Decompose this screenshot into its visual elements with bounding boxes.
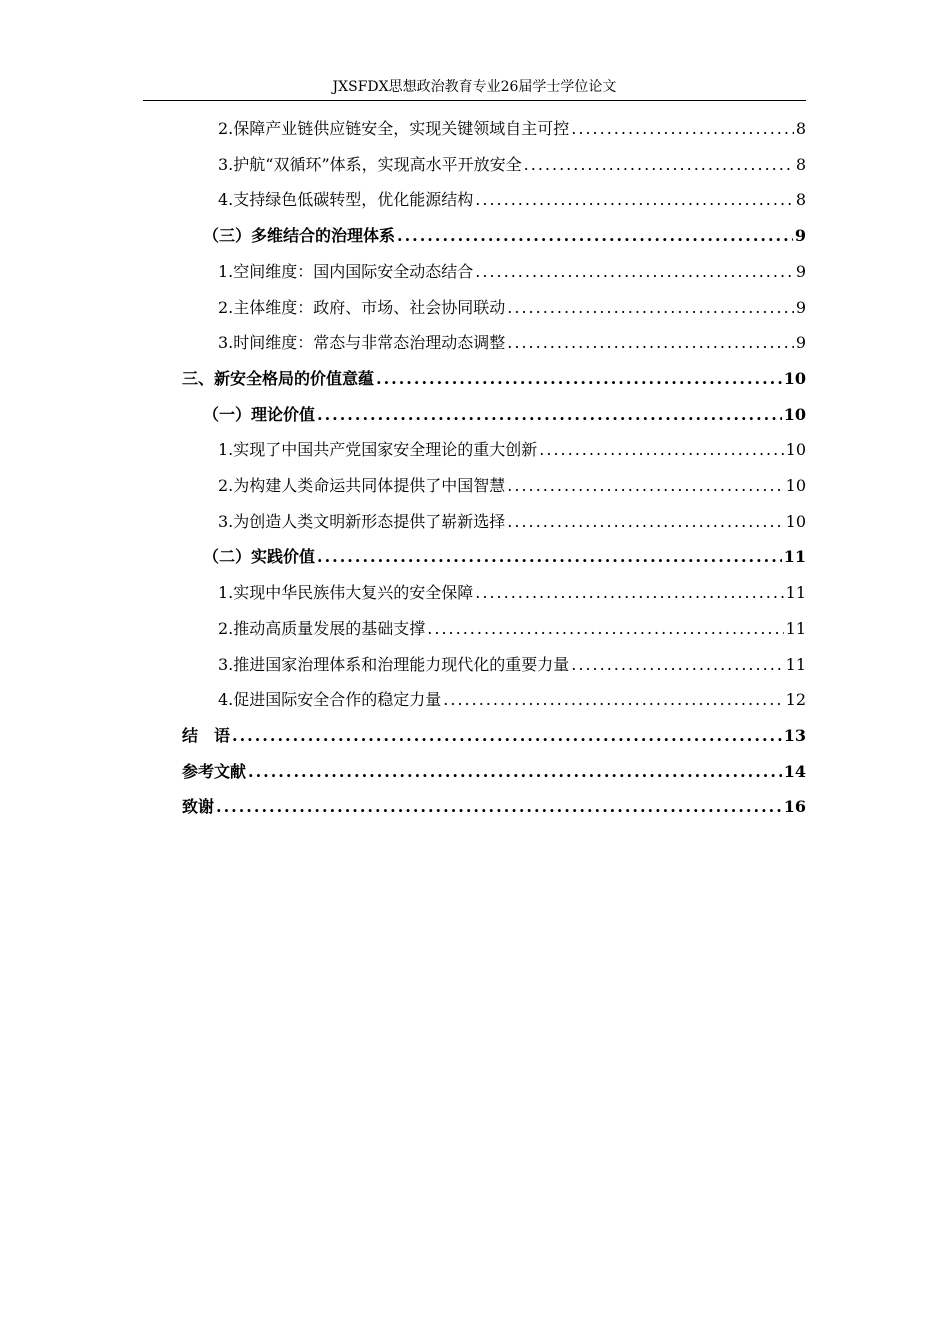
toc-entry-title: 2.主体维度：政府、市场、社会协同联动	[218, 298, 506, 317]
toc-entry	[218, 188, 806, 212]
toc-entry-page-number: 9	[795, 333, 806, 352]
toc-entry-page-number: 11	[785, 619, 806, 638]
toc-dot-leader	[475, 188, 794, 212]
toc-entry-page-number: 11	[785, 655, 806, 674]
toc-dot-leader	[427, 617, 783, 641]
toc-entry-page-number: 13	[783, 726, 806, 745]
toc-entry-title: （二）实践价值	[203, 547, 316, 566]
toc-dot-leader	[376, 367, 782, 391]
toc-entry-page-number: 9	[794, 226, 806, 245]
toc-entry-title: 4.促进国际安全合作的稳定力量	[218, 690, 442, 709]
toc-entry-page-number: 9	[795, 262, 806, 281]
toc-entry-title: 1.实现了中国共产党国家安全理论的重大创新	[218, 440, 538, 459]
toc-entry	[218, 153, 806, 177]
toc-entry-title: （一）理论价值	[203, 405, 316, 424]
toc-entry-page-number: 11	[785, 583, 806, 602]
toc-dot-leader	[507, 510, 783, 534]
toc-entry-title: 2.推动高质量发展的基础支撑	[218, 619, 426, 638]
toc-entry-title: （三）多维结合的治理体系	[203, 226, 396, 245]
toc-entry-page-number: 10	[783, 405, 806, 424]
toc-dot-leader	[507, 331, 794, 355]
toc-entry	[182, 795, 806, 819]
toc-dot-leader	[317, 545, 782, 569]
toc-entry-title: 致谢	[182, 797, 215, 816]
toc-entry-page-number: 8	[795, 190, 806, 209]
toc-dot-leader	[232, 724, 782, 748]
toc-entry-title: 1.实现中华民族伟大复兴的安全保障	[218, 583, 474, 602]
toc-entry-title: 结 语	[182, 726, 231, 745]
toc-entry-page-number: 14	[783, 762, 806, 781]
toc-dot-leader	[507, 474, 783, 498]
toc-entry	[218, 438, 806, 462]
toc-entry	[218, 688, 806, 712]
toc-entry	[218, 117, 806, 141]
toc-dot-leader	[397, 224, 793, 248]
toc-entry-title: 3.时间维度：常态与非常态治理动态调整	[218, 333, 506, 352]
toc-dot-leader	[524, 153, 794, 177]
toc-dot-leader	[475, 581, 783, 605]
toc-entry	[182, 367, 806, 391]
toc-entry-title: 3.护航“双循环”体系，实现高水平开放安全	[218, 155, 522, 174]
toc-entry	[218, 296, 806, 320]
toc-entry	[218, 474, 806, 498]
toc-entry-page-number: 10	[785, 512, 806, 531]
toc-entry-title: 三、新安全格局的价值意蕴	[182, 369, 375, 388]
header-rule	[143, 100, 806, 101]
toc-dot-leader	[539, 438, 783, 462]
toc-dot-leader	[475, 260, 794, 284]
toc-dot-leader	[571, 117, 794, 141]
toc-entry-page-number: 11	[783, 547, 806, 566]
toc-entry-page-number: 9	[795, 298, 806, 317]
toc-entry-page-number: 10	[783, 369, 806, 388]
toc-entry	[182, 724, 806, 748]
toc-entry-title: 参考文献	[182, 762, 247, 781]
toc-dot-leader	[248, 760, 782, 784]
toc-entry	[218, 510, 806, 534]
toc-entry	[203, 403, 806, 427]
toc-entry-title: 1.空间维度：国内国际安全动态结合	[218, 262, 474, 281]
toc-entry	[218, 617, 806, 641]
toc-entry	[218, 331, 806, 355]
toc-entry-page-number: 10	[785, 476, 806, 495]
toc-entry	[203, 545, 806, 569]
toc-entry	[218, 653, 806, 677]
toc-entry-page-number: 12	[785, 690, 806, 709]
toc-entry-page-number: 10	[785, 440, 806, 459]
toc-entry-page-number: 8	[795, 119, 806, 138]
toc-entry-title: 3.为创造人类文明新形态提供了崭新选择	[218, 512, 506, 531]
toc-entry	[182, 760, 806, 784]
toc-entry	[203, 224, 806, 248]
toc-entry-title: 2.为构建人类命运共同体提供了中国智慧	[218, 476, 506, 495]
toc-dot-leader	[571, 653, 783, 677]
page-header-title: JXSFDX思想政治教育专业26届学士学位论文	[332, 79, 617, 95]
toc-entry-title: 2.保障产业链供应链安全，实现关键领域自主可控	[218, 119, 570, 138]
toc-dot-leader	[216, 795, 782, 819]
toc-entry-page-number: 16	[783, 797, 806, 816]
toc-entry	[218, 260, 806, 284]
toc-dot-leader	[317, 403, 782, 427]
toc-entry	[218, 581, 806, 605]
toc-dot-leader	[507, 296, 794, 320]
toc-entry-page-number: 8	[795, 155, 806, 174]
toc-entry-title: 4.支持绿色低碳转型，优化能源结构	[218, 190, 474, 209]
toc-dot-leader	[443, 688, 783, 712]
toc-entry-title: 3.推进国家治理体系和治理能力现代化的重要力量	[218, 655, 570, 674]
